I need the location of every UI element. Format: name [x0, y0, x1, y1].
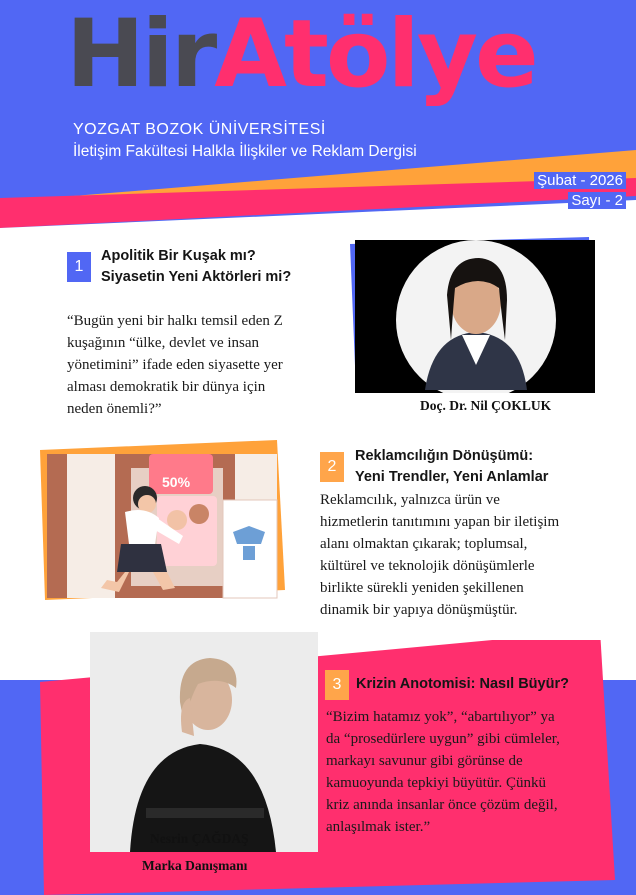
- article-2-body-line: birlikte sürekli yeniden şekillenen: [320, 580, 524, 596]
- article-1-body: [67, 310, 283, 420]
- article-3-body-line: markayı savunur gibi görünse de: [326, 753, 523, 769]
- article-1-body-line: neden önemli?”: [67, 401, 162, 417]
- masthead-part-2: Atölye: [214, 0, 536, 109]
- article-1-number-badge: [67, 252, 91, 282]
- article-1-body-line: “Bugün yeni bir halkı temsil eden Z: [67, 313, 283, 329]
- article-2-body-line: Reklamcılık, yalnızca ürün ve: [320, 492, 500, 508]
- article-3-body-line: kamuoyunda tepkiyi büyütür. Çünkü: [326, 775, 546, 791]
- article-1-title-line-2: Siyasetin Yeni Aktörleri mi?: [101, 269, 292, 285]
- masthead-part-1: Hir: [66, 0, 215, 109]
- article-1-title: [101, 246, 291, 288]
- magazine-masthead: [66, 0, 536, 109]
- issue-date: Şubat - 2026: [534, 172, 626, 189]
- article-2-illustration: [37, 440, 287, 608]
- article-1-body-line: yönetimini” ifade eden siyasette yer: [67, 357, 283, 373]
- issue-number: Sayı - 2: [568, 192, 626, 209]
- author-3-role: Marka Danışmanı: [142, 858, 248, 873]
- article-2-body: [320, 489, 559, 621]
- portrait-image: [90, 632, 318, 852]
- article-2-body-line: alanı olmaktan çıkarak; toplumsal,: [320, 536, 528, 552]
- article-3-title: Krizin Anotomisi: Nasıl Büyür?: [356, 676, 569, 692]
- author-3-name: Nesrin ÇAĞDAŞ: [150, 831, 249, 846]
- portrait-image: [355, 240, 595, 393]
- article-2-body-line: kültürel ve teknolojik dönüşümlerle: [320, 558, 535, 574]
- author-3-photo: [90, 632, 318, 852]
- article-2-body-line: dinamik bir yapıya dönüşmüştür.: [320, 602, 518, 618]
- article-3-body: [326, 706, 560, 838]
- article-1-body-line: kuşağının “ülke, devlet ve insan: [67, 335, 260, 351]
- department-name: İletişim Fakültesi Halkla İlişkiler ve Reklam Dergisi: [73, 143, 417, 160]
- article-2-title: [355, 446, 548, 488]
- article-2-title-line-1: Reklamcılığın Dönüşümü:: [355, 448, 534, 464]
- article-2-number: 2: [327, 458, 337, 475]
- article-3-number-badge: [325, 670, 349, 700]
- article-1-number: 1: [74, 258, 84, 275]
- article-1-title-line-1: Apolitik Bir Kuşak mı?: [101, 248, 256, 264]
- author-1-photo: [355, 240, 595, 393]
- sale-badge-text: 50%: [162, 474, 191, 490]
- article-3-body-line: kriz anında insanlar önce çözüm değil,: [326, 797, 558, 813]
- article-3-body-line: “Bizim hatamız yok”, “abartılıyor” ya: [326, 709, 555, 725]
- article-1-body-line: alması demokratik bir dünya için: [67, 379, 266, 395]
- author-1-caption: Doç. Dr. Nil ÇOKLUK: [420, 398, 552, 413]
- article-3-body-line: da “prosedürlere uygun” gibi cümleler,: [326, 731, 560, 747]
- article-2-body-line: hizmetlerin tanıtımını yapan bir iletişim: [320, 514, 560, 530]
- article-2-number-badge: [320, 452, 344, 482]
- university-name: YOZGAT BOZOK ÜNİVERSİTESİ: [73, 121, 326, 138]
- article-3-number: 3: [332, 676, 342, 693]
- article-2-title-line-2: Yeni Trendler, Yeni Anlamlar: [355, 469, 549, 485]
- article-3-body-line: anlaşılmak ister.”: [326, 819, 431, 835]
